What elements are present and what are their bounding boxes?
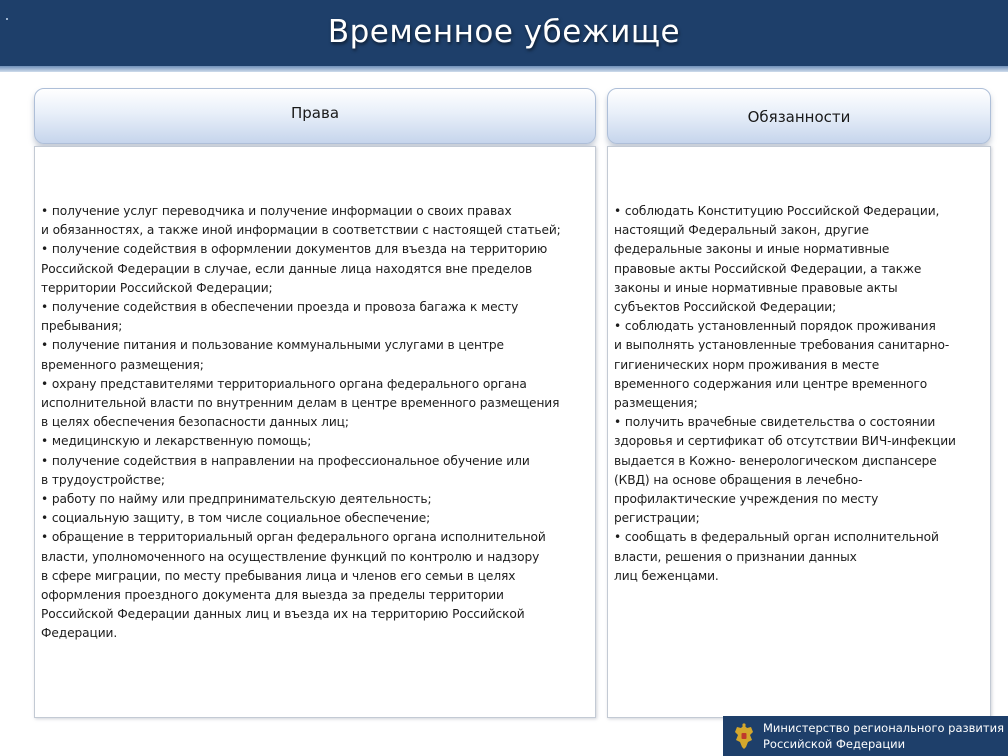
rights-heading: Права [34,88,596,144]
ministry-logo [723,716,1008,756]
rights-panel [34,146,596,718]
slide-title: Временное убежище [327,14,681,50]
eagle-emblem-icon [733,722,755,750]
title-bar-stripe [0,66,1008,72]
rights-list: • получение услуг переводчика и получение информации о своих правах и обязанностях, а также иной информации в соответствии с настоящей статьей; • получение содействия в оформлении документов для въезда на территорию Российской Федерации в случае, если данные лица находятся вне пределов территории Российской Федерации; • получение содействия в обеспечении проезда и провоза багажа к месту пребывания; • получение питания и пользование коммунальными услугами в центре временного размещения; • охрану представителями территориального органа федерального органа исполнительной власти по внутренним делам в центре временного размещения в целях обеспечения безопасности данных лиц; • медицинскую и лекарственную помощь; • получение содействия в направлении на профессиональное обучение или в трудоустройстве; • работу по найму или предпринимательскую деятельность; • социальную защиту, в том числе социальное обеспечение; • обращение в территориальный орган федерального органа исполнительной власти, уполномоченного на осуществление функций по контролю и надзору в сфере миграции, по месту пребывания лица и членов его семьи в целях оформления проездного документа для выезда за пределы территории Российской Федерации данных лиц и въезда их на территорию Российской Федерации. [41,204,561,641]
duties-heading: Обязанности [607,88,991,144]
duties-panel [607,146,991,718]
ministry-name: Министерство регионального развития Российской Федерации [763,721,1004,751]
title-bar [0,0,1008,66]
duties-list: • соблюдать Конституцию Российской Федерации, настоящий Федеральный закон, другие федеральные законы и иные нормативные правовые акты Российской Федерации, а также законы и иные нормативные правовые акты субъектов Российской Федерации; • соблюдать установленный порядок проживания и выполнять установленные требования санитарно- гигиенических норм проживания в месте временного содержания или центре временного размещения; • получить врачебные свидетельства о состоянии здоровья и сертификат об отсутствии ВИЧ-инфекции выдается в Кожно- венерологическом диспансере (КВД) на основе обращения в лечебно- профилактические учреждения по месту регистрации; • сообщать в федеральный орган исполнительной власти, решения о признании данных лиц беженцами. [614,204,956,583]
